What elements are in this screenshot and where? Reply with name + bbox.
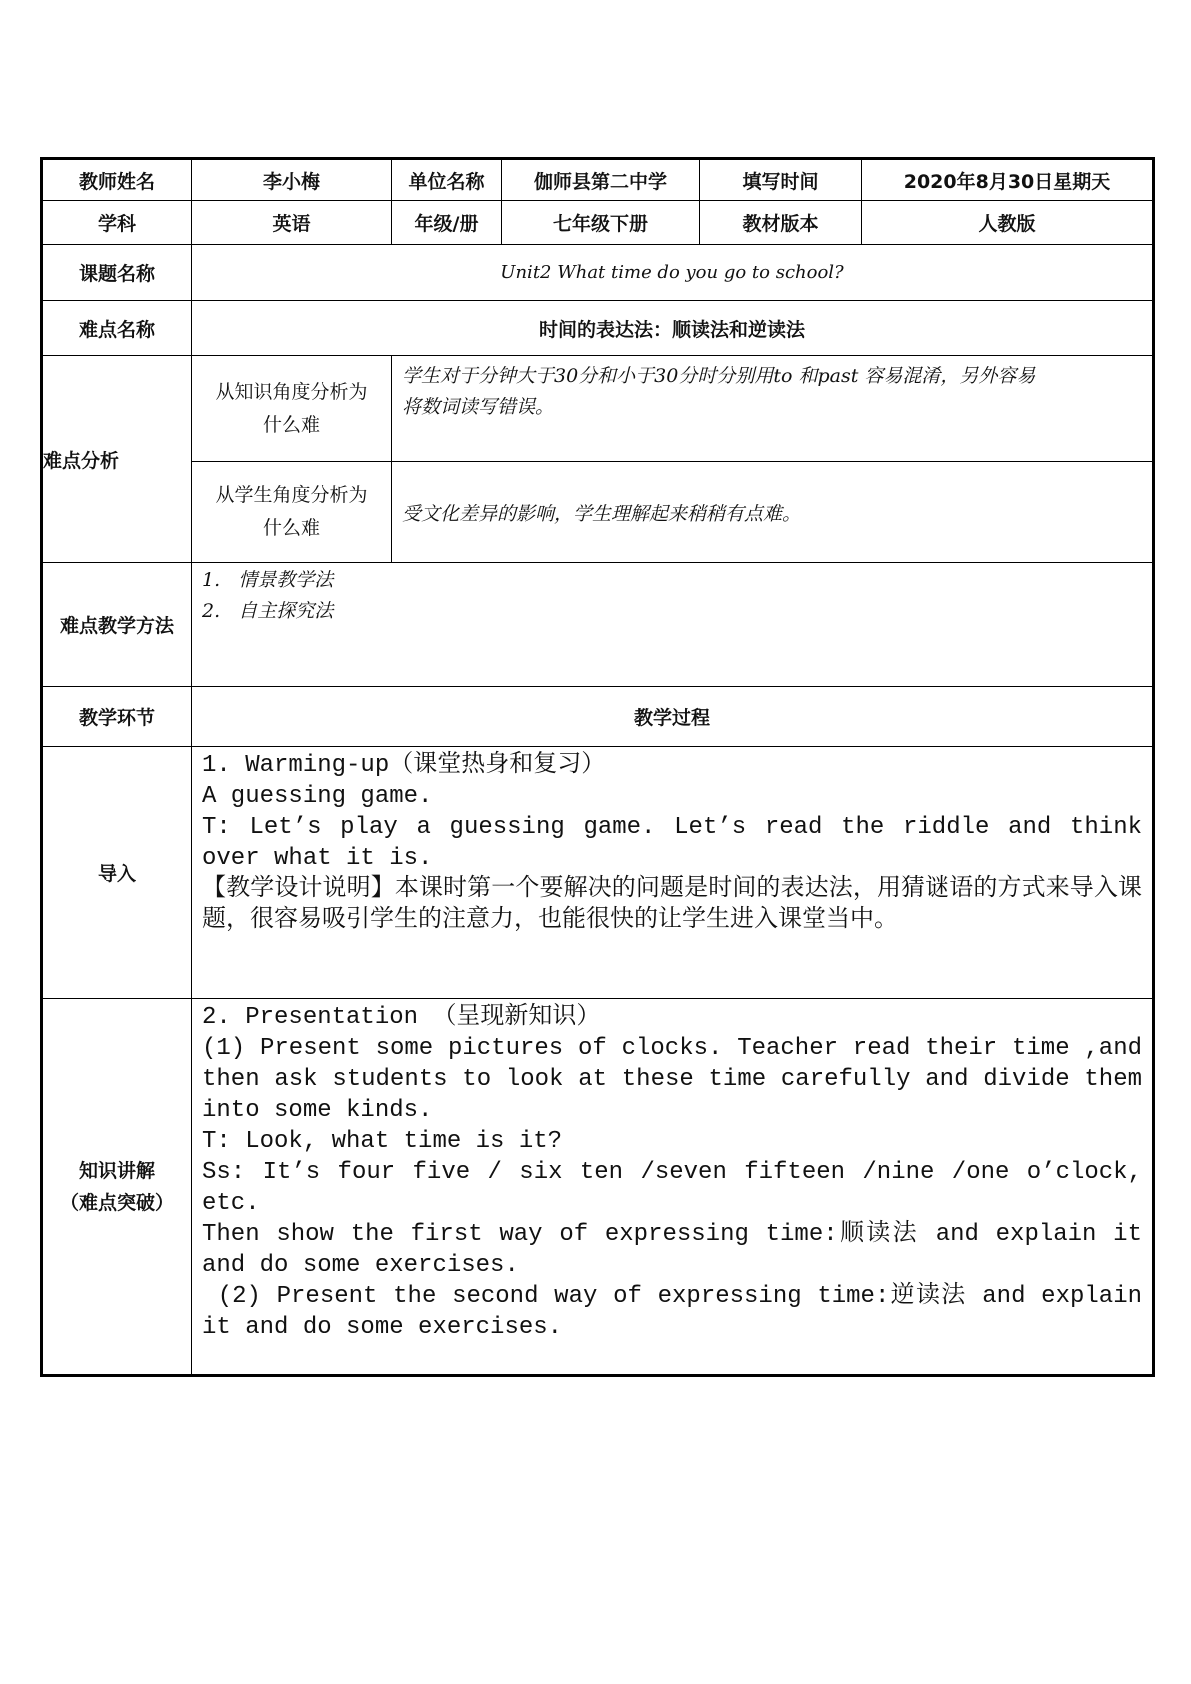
- topic-row: [42, 245, 1154, 301]
- analysis-row-knowledge: [42, 356, 1154, 462]
- grade-value: 七年级下册: [502, 201, 700, 245]
- intro-design-note: 【教学设计说明】本课时第一个要解决的问题是时间的表达法，用猜谜语的方式来导入课题，很容易吸引学生的注意力，也能很快的让学生进入课堂当中。: [202, 876, 1142, 934]
- difficulty-row: [42, 301, 1154, 356]
- intro-row: [42, 747, 1154, 999]
- student-angle-label-line2: 什么难: [262, 517, 320, 539]
- intro-line: T: Let’s play a guessing game. Let’s read the riddle and think over what it is.: [202, 814, 1142, 872]
- teacher-name-label: 教师姓名: [42, 159, 192, 201]
- topic-value: Unit2 What time do you go to school?: [192, 245, 1154, 301]
- methods-list: [192, 563, 1154, 687]
- student-angle-text: 受文化差异的影响，学生理解起来稍稍有点难。: [392, 462, 1154, 563]
- method-item: 1. 情景教学法: [202, 569, 334, 591]
- stage-header-label: 教学环节: [42, 687, 192, 747]
- teacher-name-value: 李小梅: [192, 159, 392, 201]
- lesson-plan-sheet: [40, 157, 1157, 1377]
- knowledge-label-line1: 知识讲解: [78, 1159, 155, 1182]
- knowledge-line: 2. Presentation （呈现新知识）: [202, 1004, 601, 1031]
- method-item: 2. 自主探究法: [202, 600, 334, 622]
- knowledge-text-line1: 学生对于分钟大于30分和小于30分时分别用to 和past 容易混淆，另外容易: [402, 365, 1036, 387]
- methods-row: [42, 563, 1154, 687]
- textbook-value: 人教版: [862, 201, 1154, 245]
- intro-line: 1. Warming-up（课堂热身和复习）: [202, 752, 606, 779]
- knowledge-line: T: Look, what time is it?: [202, 1128, 563, 1155]
- student-angle-label-line1: 从学生角度分析为: [215, 484, 368, 506]
- subject-value: 英语: [192, 201, 392, 245]
- knowledge-line: Ss: It’s four five / six ten /seven fifteen /nine /one o’clock, etc.: [202, 1159, 1142, 1217]
- intro-label: 导入: [42, 747, 192, 999]
- knowledge-angle-label: [192, 356, 392, 462]
- analysis-label: 难点分析: [42, 356, 192, 563]
- fill-time-label: 填写时间: [700, 159, 862, 201]
- fill-time-value: 2020年8月30日星期天: [862, 159, 1154, 201]
- knowledge-angle-text: [392, 356, 1154, 462]
- process-header-label: 教学过程: [192, 687, 1154, 747]
- knowledge-text-line2: 将数词读写错误。: [402, 396, 555, 418]
- knowledge-angle-label-line1: 从知识角度分析为: [215, 380, 368, 403]
- methods-label: 难点教学方法: [42, 563, 192, 687]
- knowledge-content: [192, 999, 1157, 1376]
- lesson-plan-table: [40, 157, 1155, 1377]
- knowledge-label-line2: （难点突破）: [59, 1191, 174, 1214]
- topic-label: 课题名称: [42, 245, 192, 301]
- header-row-1: [42, 159, 1154, 201]
- knowledge-label: [42, 999, 192, 1376]
- student-angle-label: [192, 462, 392, 563]
- knowledge-line: (2) Present the second way of expressing time:逆读法 and explain it and do some exercises.: [202, 1283, 1157, 1341]
- header-row-2: [42, 201, 1154, 245]
- knowledge-angle-label-line2: 什么难: [262, 413, 320, 436]
- subject-label: 学科: [42, 201, 192, 245]
- difficulty-label: 难点名称: [42, 301, 192, 356]
- knowledge-line: (1) Present some pictures of clocks. Teacher read their time ,and then ask students to look at these time carefully and divide them into some kinds.: [202, 1035, 1142, 1124]
- intro-line: A guessing game.: [202, 783, 433, 810]
- knowledge-line: Then show the first way of expressing time:顺读法 and explain it and do some exercises.: [202, 1221, 1142, 1279]
- unit-label: 单位名称: [392, 159, 502, 201]
- textbook-label: 教材版本: [700, 201, 862, 245]
- intro-content: [192, 747, 1154, 999]
- analysis-row-student: [42, 462, 1154, 563]
- grade-label: 年级/册: [392, 201, 502, 245]
- difficulty-value: 时间的表达法：顺读法和逆读法: [192, 301, 1154, 356]
- process-header-row: [42, 687, 1154, 747]
- knowledge-row: [42, 999, 1154, 1376]
- unit-value: 伽师县第二中学: [502, 159, 700, 201]
